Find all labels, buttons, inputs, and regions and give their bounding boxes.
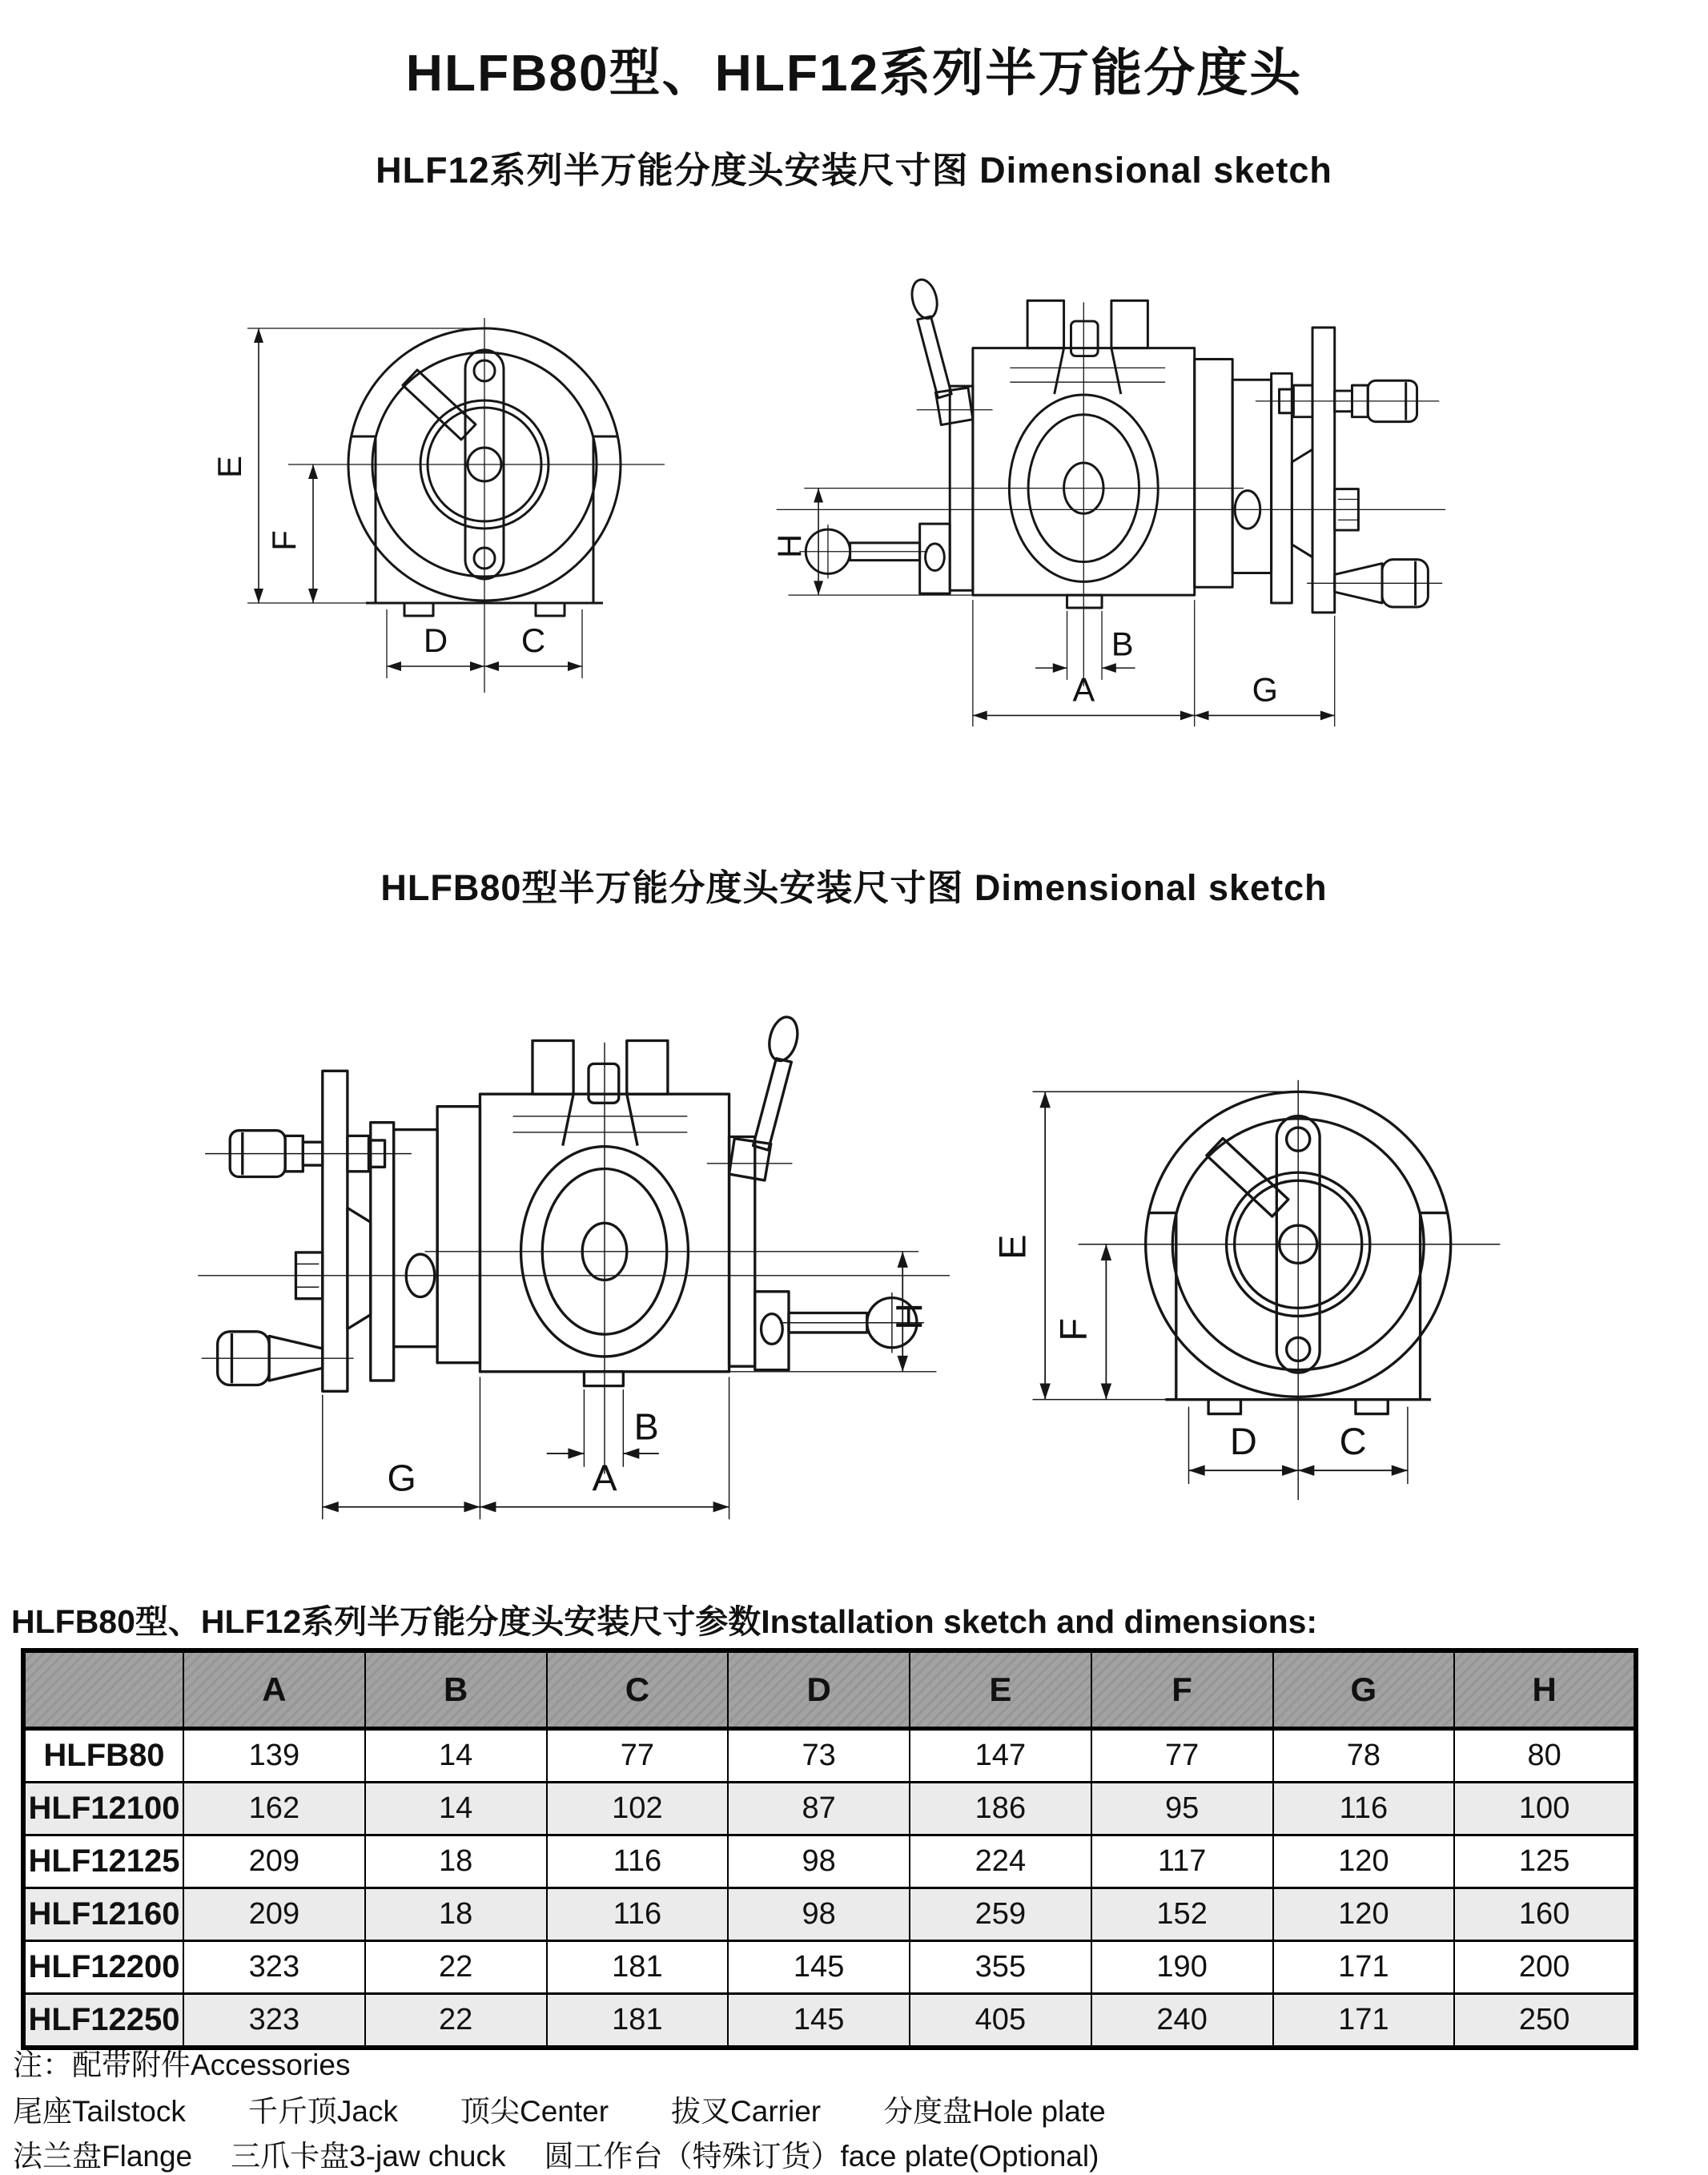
table-col-header: C — [547, 1650, 729, 1729]
table-cell: 73 — [728, 1729, 910, 1783]
table-cell: 95 — [1091, 1783, 1273, 1835]
table-row — [23, 1783, 1636, 1835]
dim-label-g: G — [387, 1457, 416, 1499]
dim-label-h: H — [888, 1303, 930, 1330]
table-row — [23, 1888, 1636, 1941]
dim-label-f: F — [1051, 1317, 1095, 1341]
table-cell: 152 — [1091, 1888, 1273, 1941]
table-col-header: G — [1273, 1650, 1455, 1729]
table-cell: 98 — [728, 1835, 910, 1888]
table-caption: HLFB80型、HLF12系列半万能分度头安装尺寸参数Installation sketch and dimensions: — [11, 1603, 1318, 1640]
table-row-label: HLFB80 — [23, 1729, 183, 1783]
table-cell: 190 — [1091, 1941, 1273, 1994]
accessory-item: 分度盘Hole plate — [883, 2095, 1106, 2128]
table-col-header: D — [728, 1650, 910, 1729]
table-cell: 323 — [183, 1941, 365, 1994]
dimensions-table-head — [23, 1650, 1636, 1729]
dim-label-h: H — [770, 533, 809, 558]
table-row-label: HLF12200 — [23, 1941, 183, 1994]
table-col-header: A — [183, 1650, 365, 1729]
note-accessory-list-2 — [13, 2132, 1137, 2175]
note-accessories: 注：配带附件Accessories — [13, 2048, 351, 2081]
dimensions-table — [21, 1648, 1638, 2050]
table-cell: 139 — [183, 1729, 365, 1783]
table-header-row — [23, 1650, 1636, 1729]
table-cell: 80 — [1454, 1729, 1636, 1783]
table-col-header: E — [910, 1650, 1091, 1729]
table-cell: 22 — [365, 1941, 547, 1994]
table-cell: 120 — [1273, 1835, 1455, 1888]
table-cell: 87 — [728, 1783, 910, 1835]
table-cell: 405 — [910, 1994, 1091, 2048]
table-cell: 120 — [1273, 1888, 1455, 1941]
table-col-header: H — [1454, 1650, 1636, 1729]
table-cell: 98 — [728, 1888, 910, 1941]
table-cell: 323 — [183, 1994, 365, 2048]
table-cell: 259 — [910, 1888, 1091, 1941]
table-row-label: HLF12160 — [23, 1888, 183, 1941]
dim-label-e: E — [211, 455, 248, 479]
table-cell: 145 — [728, 1941, 910, 1994]
hlfb80-side-view-diagram — [180, 989, 981, 1541]
table-row-label: HLF12125 — [23, 1835, 183, 1888]
dim-label-d: D — [423, 621, 448, 659]
table-cell: 102 — [547, 1783, 729, 1835]
hlfb80-front-view-diagram — [993, 1015, 1585, 1536]
table-cell: 200 — [1454, 1941, 1636, 1994]
table-cell: 100 — [1454, 1783, 1636, 1835]
table-cell: 209 — [183, 1835, 365, 1888]
accessory-item: 拔叉Carrier — [671, 2095, 822, 2128]
table-corner-header — [23, 1650, 183, 1729]
note-accessory-list-1 — [13, 2087, 1168, 2130]
dim-label-f: F — [265, 530, 303, 551]
table-row-label: HLF12100 — [23, 1783, 183, 1835]
dim-label-d: D — [1229, 1420, 1257, 1463]
table-cell: 18 — [365, 1835, 547, 1888]
table-cell: 186 — [910, 1783, 1091, 1835]
table-col-header: F — [1091, 1650, 1273, 1729]
table-cell: 240 — [1091, 1994, 1273, 2048]
table-cell: 224 — [910, 1835, 1091, 1888]
table-cell: 117 — [1091, 1835, 1273, 1888]
accessory-item: 三爪卡盘3-jaw chuck — [231, 2140, 506, 2173]
table-row — [23, 1729, 1636, 1783]
table-cell: 14 — [365, 1729, 547, 1783]
hlfb80-sketch-title: HLFB80型半万能分度头安装尺寸图 Dimensional sketch — [380, 867, 1328, 908]
dim-label-b: B — [1111, 625, 1134, 663]
dim-label-c: C — [520, 621, 546, 659]
table-cell: 181 — [547, 1941, 729, 1994]
table-cell: 209 — [183, 1888, 365, 1941]
table-cell: 116 — [547, 1835, 729, 1888]
dim-label-c: C — [1339, 1420, 1367, 1463]
accessory-item: 顶尖Center — [460, 2095, 609, 2128]
dim-label-a: A — [592, 1457, 617, 1499]
table-cell: 116 — [547, 1888, 729, 1941]
table-col-header: B — [365, 1650, 547, 1729]
accessory-item: 圆工作台（特殊订货）face plate(Optional) — [544, 2140, 1099, 2173]
table-cell: 181 — [547, 1994, 729, 2048]
hlf12-sketch-title: HLF12系列半万能分度头安装尺寸图 Dimensional sketch — [376, 150, 1332, 191]
dim-label-g: G — [1252, 670, 1278, 709]
table-cell: 22 — [365, 1994, 547, 2048]
dim-label-b: B — [633, 1405, 659, 1448]
hlf12-side-view-diagram — [749, 255, 1461, 746]
table-cell: 147 — [910, 1729, 1091, 1783]
table-cell: 250 — [1454, 1994, 1636, 2048]
table-cell: 77 — [1091, 1729, 1273, 1783]
table-cell: 18 — [365, 1888, 547, 1941]
dim-label-e: E — [991, 1234, 1034, 1260]
accessory-item: 尾座Tailstock — [13, 2095, 186, 2128]
table-cell: 162 — [183, 1783, 365, 1835]
accessory-item: 法兰盘Flange — [13, 2140, 193, 2173]
dimensions-table-body — [23, 1729, 1636, 2048]
dim-label-a: A — [1072, 670, 1095, 709]
table-cell: 77 — [547, 1729, 729, 1783]
table-cell: 78 — [1273, 1729, 1455, 1783]
table-cell: 355 — [910, 1941, 1091, 1994]
hlf12-front-view-diagram — [212, 260, 741, 725]
table-row-label: HLF12250 — [23, 1994, 183, 2048]
table-cell: 145 — [728, 1994, 910, 2048]
table-cell: 14 — [365, 1783, 547, 1835]
table-cell: 116 — [1273, 1783, 1455, 1835]
table-row — [23, 1835, 1636, 1888]
table-row — [23, 1941, 1636, 1994]
page-title: HLFB80型、HLF12系列半万能分度头 — [405, 44, 1303, 102]
table-cell: 171 — [1273, 1994, 1455, 2048]
table-cell: 171 — [1273, 1941, 1455, 1994]
table-cell: 125 — [1454, 1835, 1636, 1888]
table-row — [23, 1994, 1636, 2048]
accessory-item: 千斤顶Jack — [247, 2095, 398, 2128]
table-cell: 160 — [1454, 1888, 1636, 1941]
